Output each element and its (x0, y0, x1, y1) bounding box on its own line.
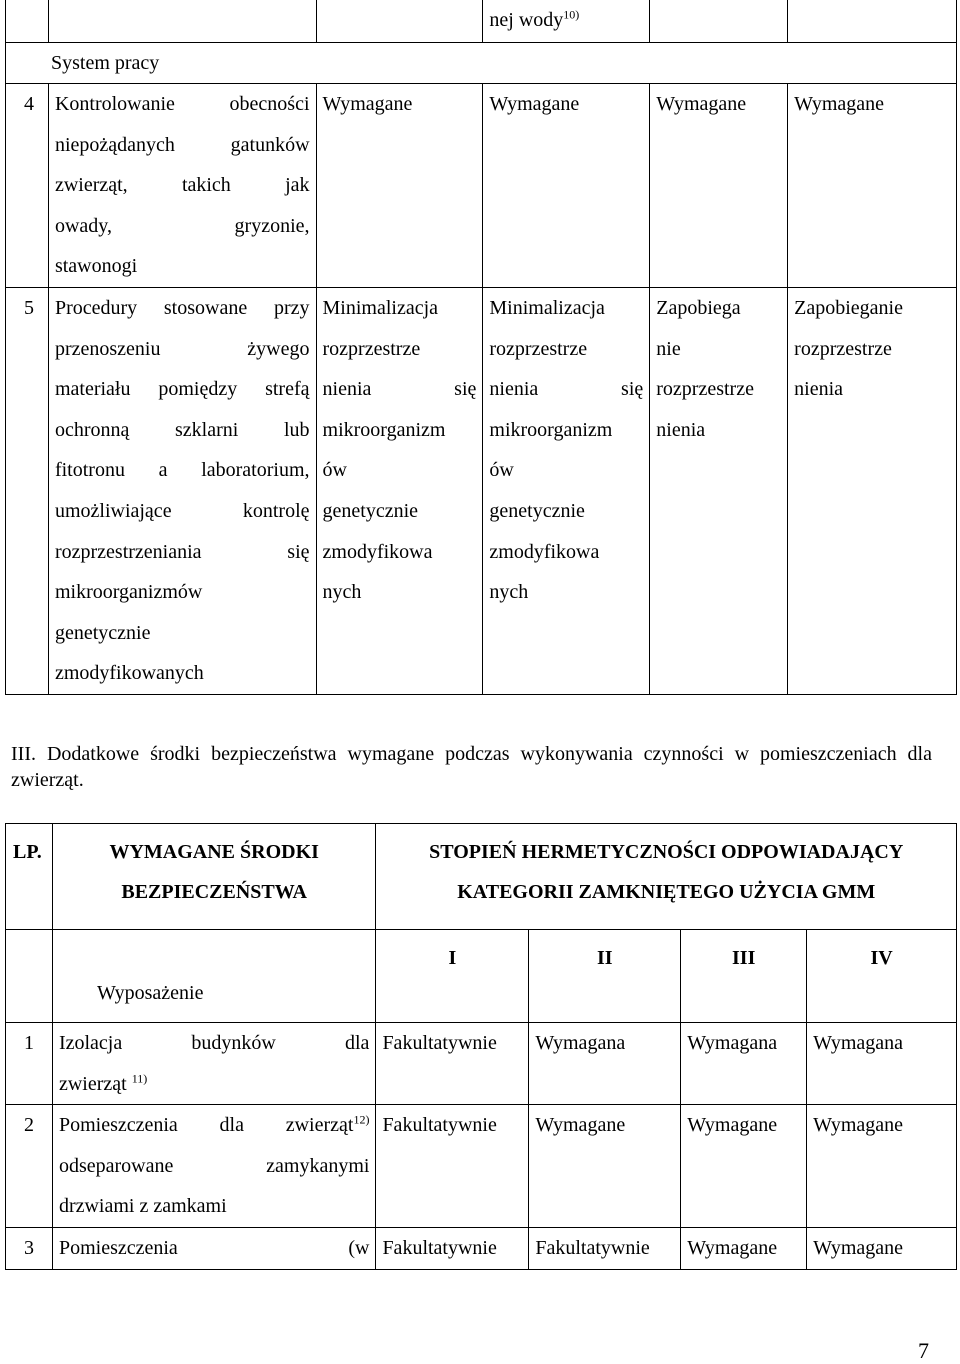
value-cell: Wymagana (529, 1023, 681, 1105)
section-heading: III. Dodatkowe środki bezpieczeństwa wymagane podczas wykonywania czynności w pomieszczeniach dla zwierząt. (11, 743, 932, 791)
value-cell: Fakultatywnie (376, 1023, 529, 1105)
value-cell: Wymagane (681, 1227, 807, 1269)
cell-empty (6, 0, 49, 42)
value-cell: Fakultatywnie (529, 1227, 681, 1269)
value-cell: Wymagane (788, 84, 957, 288)
value-cell: Minimalizacja rozprzestrze nienia się mikroorganizm ów genetycznie zmodyfikowa nych (483, 288, 650, 695)
cell-empty (650, 0, 788, 42)
cell-empty (316, 0, 483, 42)
category-header: III (681, 930, 807, 1023)
cell-empty (48, 0, 316, 42)
value-cell: Wymagane (316, 84, 483, 288)
lp-header: LP. (6, 824, 53, 930)
value-cell: Wymagane (483, 84, 650, 288)
section-label: System pracy (6, 42, 957, 84)
value-cell: Wymagana (681, 1023, 807, 1105)
row-description: Izolacja budynków dla zwierząt $^{11)}$ (52, 1023, 375, 1105)
cell-empty (788, 0, 957, 42)
table-system-pracy (5, 0, 957, 695)
header-fragment: nej wody$^{10)}$ (483, 0, 650, 42)
group-label: Wyposażenie (52, 930, 375, 1023)
category-header: II (529, 930, 681, 1023)
value-cell: Fakultatywnie (376, 1105, 529, 1228)
category-header: IV (807, 930, 957, 1023)
row-description: Pomieszczenia (w (52, 1227, 375, 1269)
value-cell: Wymagana (807, 1023, 957, 1105)
row-number: 2 (6, 1105, 53, 1228)
row-number: 3 (6, 1227, 53, 1269)
measures-header: WYMAGANE ŚRODKI BEZPIECZEŃSTWA (52, 824, 375, 930)
row-number: 4 (6, 84, 49, 288)
value-cell: Wymagane (807, 1105, 957, 1228)
value-cell: Wymagane (529, 1105, 681, 1228)
row-description: Kontrolowanie obecności niepożądanych gatunków zwierząt, takich jak owady, gryzonie, stawonogi (48, 84, 316, 288)
value-cell: Wymagane (681, 1105, 807, 1228)
category-header: I (376, 930, 529, 1023)
degree-header: STOPIEŃ HERMETYCZNOŚCI ODPOWIADAJĄCY KATEGORII ZAMKNIĘTEGO UŻYCIA GMM (376, 824, 957, 930)
value-cell: Wymagane (807, 1227, 957, 1269)
row-number: 1 (6, 1023, 53, 1105)
page-number: 7 (918, 1338, 929, 1363)
value-cell: Zapobiega nie rozprzestrze nienia (650, 288, 788, 695)
row-number: 5 (6, 288, 49, 695)
value-cell: Minimalizacja rozprzestrze nienia się mikroorganizm ów genetycznie zmodyfikowa nych (316, 288, 483, 695)
value-cell: Wymagane (650, 84, 788, 288)
cell-empty (6, 930, 53, 1023)
value-cell: Zapobieganie rozprzestrze nienia (788, 288, 957, 695)
table-dodatkowe-srodki (5, 823, 957, 1270)
row-description: Procedury stosowane przy przenoszeniu żywego materiału pomiędzy strefą ochronną szklarni lub fitotronu a laboratorium, umożliwiające kontrolę rozprzestrzeniania się mikroorganizmów genetycznie zmodyfikowanych (48, 288, 316, 695)
value-cell: Fakultatywnie (376, 1227, 529, 1269)
row-description: Pomieszczenia dla zwierząt$^{12)}$ odseparowane zamykanymi drzwiami z zamkami (52, 1105, 375, 1228)
